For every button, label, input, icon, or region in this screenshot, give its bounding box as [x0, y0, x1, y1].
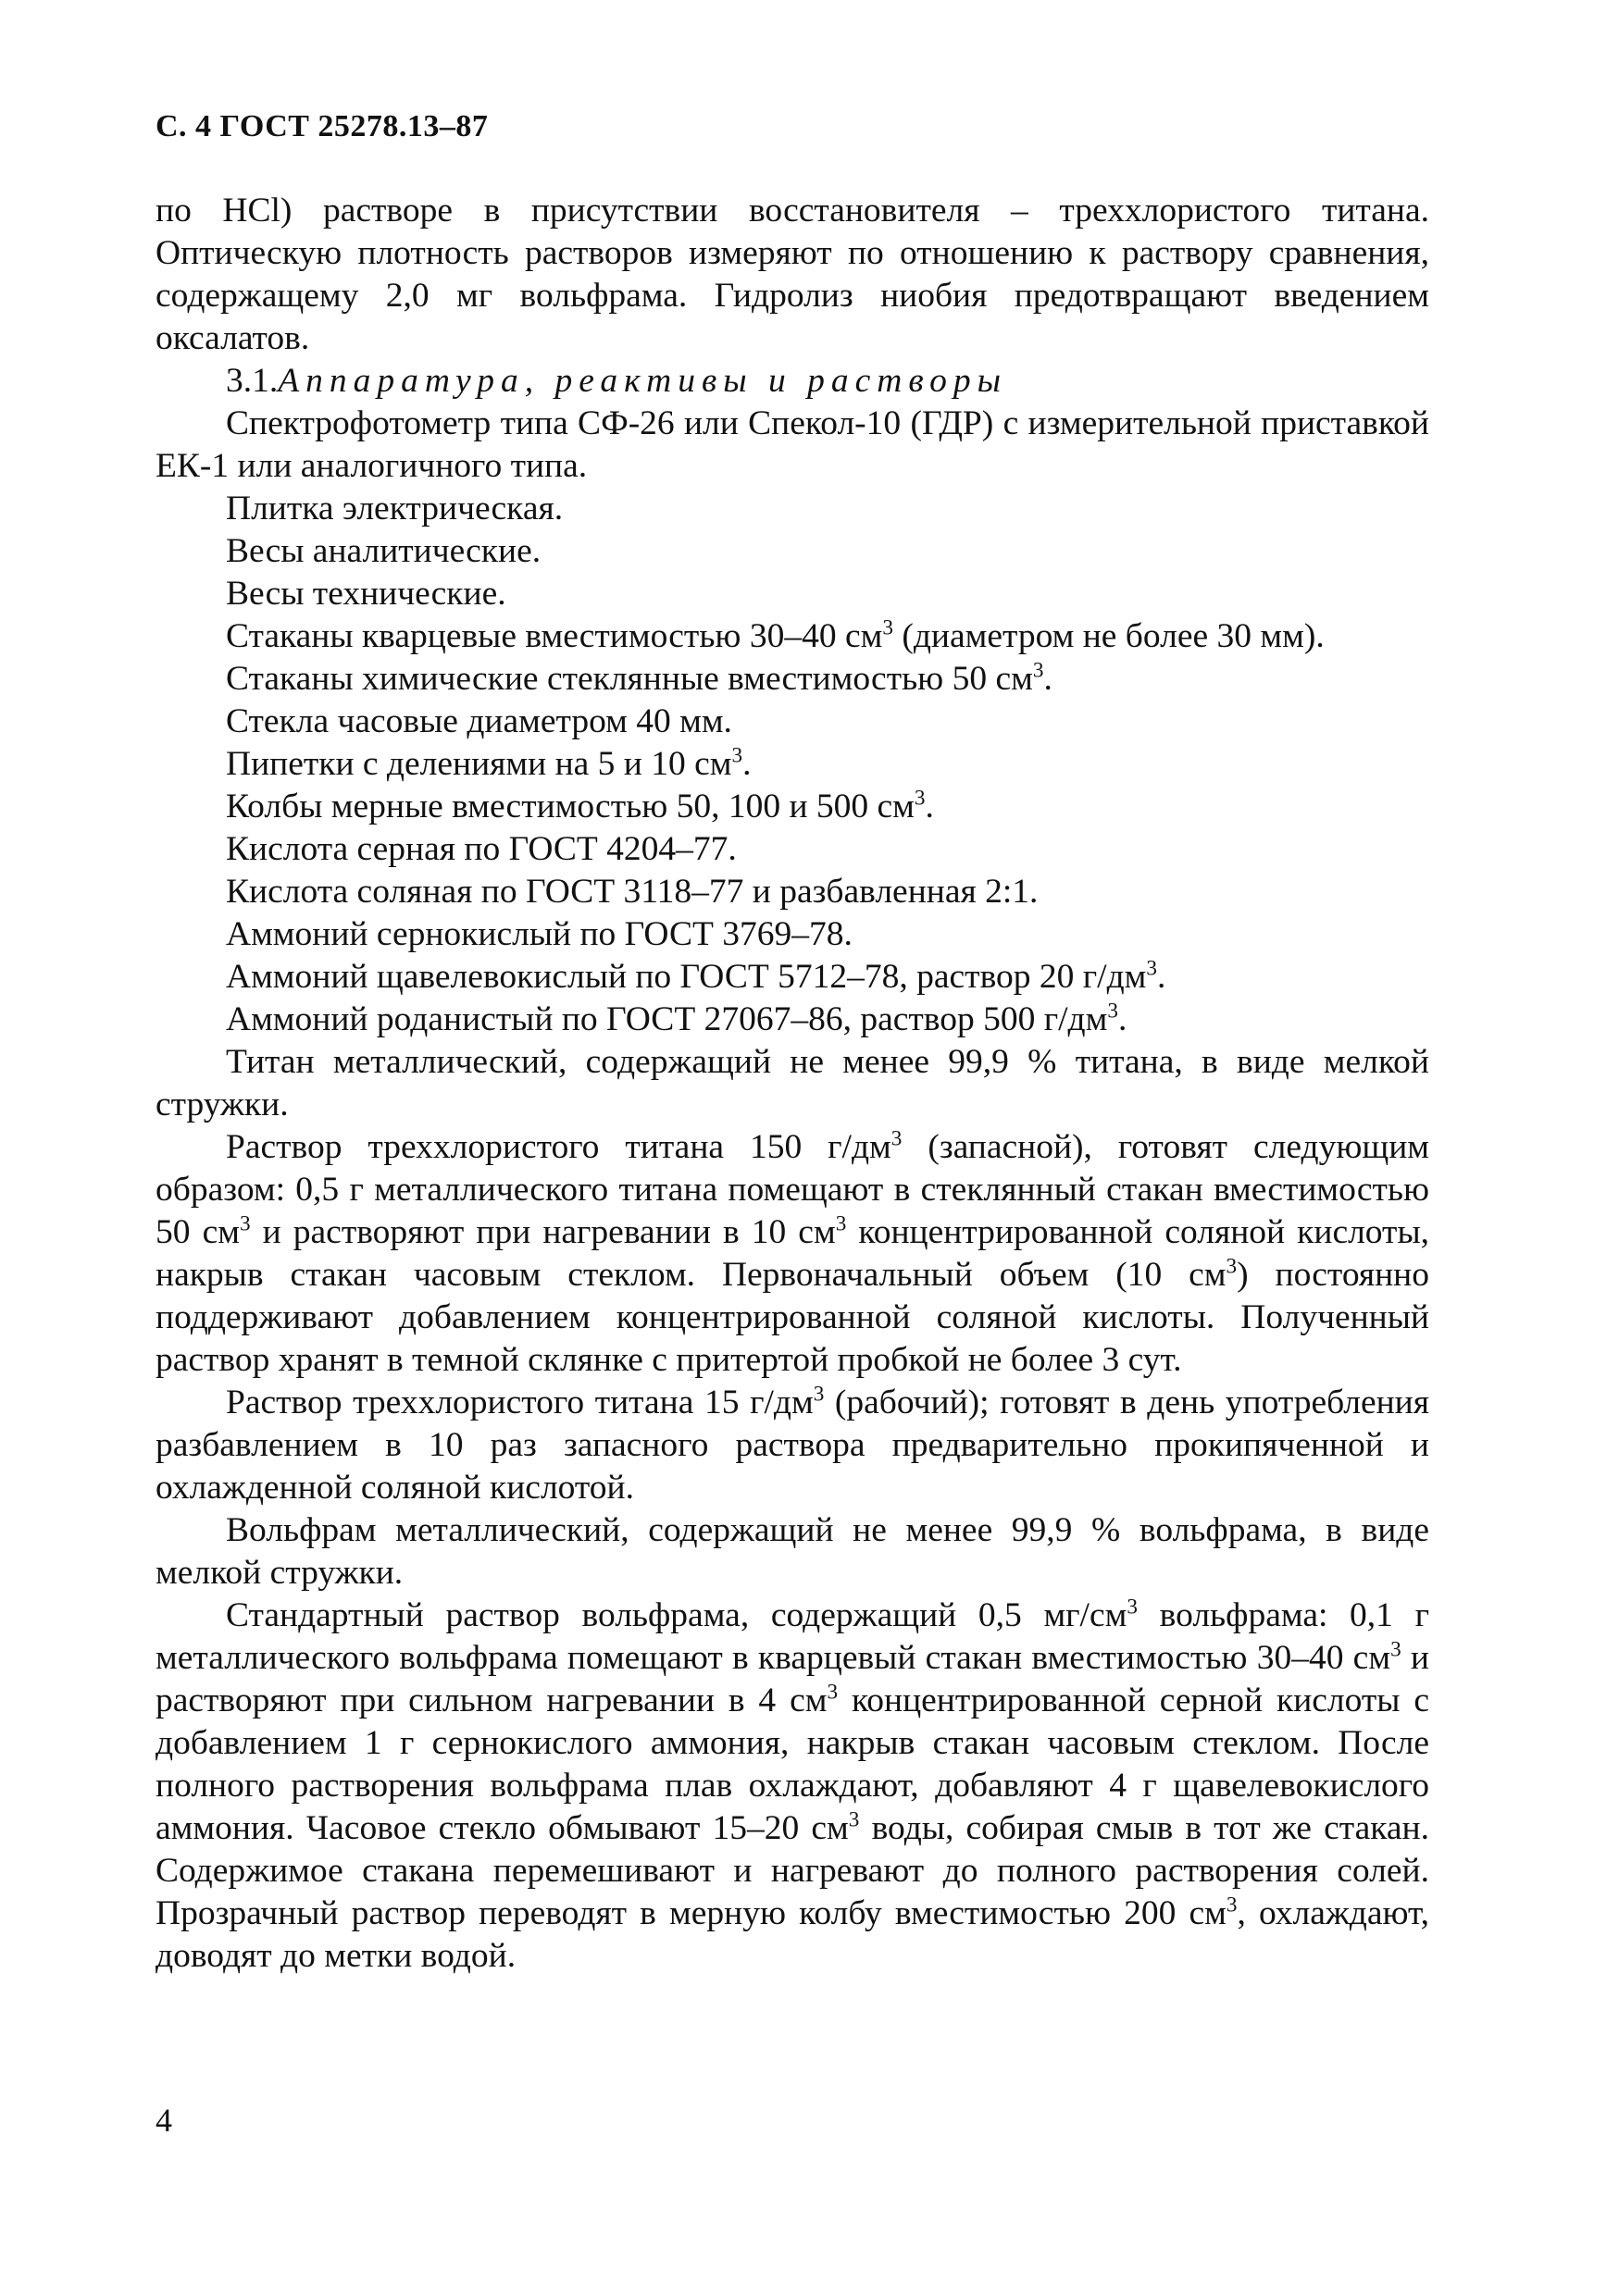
text-run: Раствор треххлористого титана 15 г/дм: [226, 1384, 814, 1421]
section-heading: [156, 360, 1429, 403]
text-run: .: [1117, 1000, 1127, 1038]
superscript: 3: [890, 1126, 903, 1151]
item-watch-glasses: Стекла часовые диаметром 40 мм.: [226, 702, 732, 740]
paragraph-intro-continuation: по HCl) растворе в присутствии восстановителя – треххлористого титана. Оптическую плотность растворов измеряют по отношению к раствору сравнения, содержащему 2,0 мг вольфрама. Гидролиз ниобия предотвращают введением оксалатов.: [156, 192, 1429, 357]
item-titanium-trichloride-working: [156, 1382, 1429, 1509]
item-tungsten-standard-solution: [156, 1595, 1429, 1978]
text-run: воды, собирая смыв в тот же стакан. Содержимое стакана перемешивают и нагревают до полного растворения солей. Прозрачный раствор переводят в мерную колбу вместимостью 200 см: [156, 1809, 1429, 1932]
superscript: 3: [827, 1680, 839, 1705]
item-technical-balance: Весы технические.: [226, 575, 506, 613]
page-number: 4: [156, 2102, 172, 2139]
text-run: Колбы мерные вместимостью 50, 100 и 500 см: [226, 788, 915, 825]
text-run: Пипетки с делениями на 5 и 10 см: [226, 745, 732, 783]
superscript: 3: [848, 1807, 860, 1832]
page-header: С. 4 ГОСТ 25278.13–87: [156, 109, 489, 143]
item-pipettes: [156, 743, 1429, 786]
superscript: 3: [239, 1211, 251, 1236]
item-hotplate: Плитка электрическая.: [226, 490, 564, 527]
section-number: 3.1.: [226, 362, 279, 400]
item-titanium-metal: Титан металлический, содержащий не менее 99,9 % титана, в виде мелкой стружки.: [156, 1043, 1429, 1123]
text-run: (запасной), готовят следующим образом: 0,5 г металлического титана помещают в стеклянный стакан вместимостью 50 см: [156, 1128, 1430, 1251]
section-title: Аппаратура, реактивы и растворы: [278, 362, 1008, 400]
item-hydrochloric-acid: Кислота соляная по ГОСТ 3118–77 и разбавленная 2:1.: [226, 873, 1039, 911]
superscript: 3: [1032, 658, 1044, 683]
text-run: (диаметром не более 30 мм).: [892, 617, 1325, 655]
text-run: Аммоний щавелевокислый по ГОСТ 5712–78, раствор 20 г/дм: [226, 958, 1147, 996]
body-text: [156, 190, 1429, 1978]
item-glass-beakers: [156, 658, 1429, 701]
item-ammonium-thiocyanate: [156, 999, 1429, 1041]
text-run: Раствор треххлористого титана 150 г/дм: [226, 1128, 891, 1166]
item-spectrophotometer: Спектрофотометр типа СФ-26 или Спекол-10 (ГДР) с измерительной приставкой ЕК-1 или аналогичного типа.: [156, 404, 1429, 485]
text-run: , охлаждают, доводят до метки водой.: [156, 1894, 1429, 1975]
item-tungsten-metal: Вольфрам металлический, содержащий не менее 99,9 % вольфрама, в виде мелкой стружки.: [156, 1511, 1429, 1592]
superscript: 3: [835, 1211, 847, 1236]
text-run: Стаканы химические стеклянные вместимостью 50 см: [226, 660, 1033, 698]
text-run: вольфрама: 0,1 г металлического вольфрама помещают в кварцевый стакан вместимостью 30–40 см: [156, 1596, 1429, 1677]
superscript: 3: [1107, 999, 1118, 1024]
superscript: 3: [731, 743, 743, 768]
superscript: 3: [1226, 1254, 1238, 1279]
superscript: 3: [1226, 1893, 1238, 1917]
item-volumetric-flasks: [156, 786, 1429, 828]
item-ammonium-sulfate: Аммоний сернокислый по ГОСТ 3769–78.: [226, 915, 853, 953]
text-run: Стаканы кварцевые вместимостью 30–40 см: [226, 617, 883, 655]
text-run: .: [925, 788, 934, 825]
superscript: 3: [813, 1382, 825, 1407]
item-sulfuric-acid: Кислота серная по ГОСТ 4204–77.: [226, 830, 737, 868]
text-run: концентрированной соляной кислоты, накрыв стакан часовым стеклом. Первоначальный объем (10 см: [156, 1213, 1430, 1294]
text-run: и растворяют при нагревании в 10 см: [250, 1213, 836, 1251]
text-run: Аммоний роданистый по ГОСТ 27067–86, раствор 500 г/дм: [226, 1000, 1108, 1038]
text-run: .: [1157, 958, 1166, 996]
text-run: и растворяют при сильном нагревании в 4 см: [156, 1639, 1429, 1719]
text-run: .: [1043, 660, 1052, 698]
text-run: (рабочий); готовят в день употребления разбавлением в 10 раз запасного раствора предварительно прокипяченной и охлажденной соляной кислотой.: [156, 1384, 1429, 1507]
text-run: .: [742, 745, 752, 783]
text-run: ) постоянно поддерживают добавлением концентрированной соляной кислоты. Полученный раствор хранят в темной склянке с притертой пробкой не более 3 сут.: [156, 1256, 1429, 1379]
superscript: 3: [1127, 1595, 1138, 1620]
superscript: 3: [914, 786, 926, 811]
superscript: 3: [1146, 956, 1157, 981]
text-run: Стандартный раствор вольфрама, содержащий 0,5 мг/см: [226, 1596, 1127, 1634]
text-run: концентрированной серной кислоты с добавлением 1 г сернокислого аммония, накрыв стакан часовым стеклом. После полного растворения вольфрама плав охлаждают, добавляют 4 г щавелевокислого аммония. Часовое стекло обмывают 15–20 см: [156, 1682, 1429, 1847]
item-titanium-trichloride-stock: [156, 1126, 1429, 1382]
item-analytical-balance: Весы аналитические.: [226, 532, 542, 570]
superscript: 3: [882, 615, 893, 640]
superscript: 3: [1390, 1637, 1401, 1662]
item-quartz-beakers: [156, 615, 1429, 658]
item-ammonium-oxalate: [156, 956, 1429, 999]
